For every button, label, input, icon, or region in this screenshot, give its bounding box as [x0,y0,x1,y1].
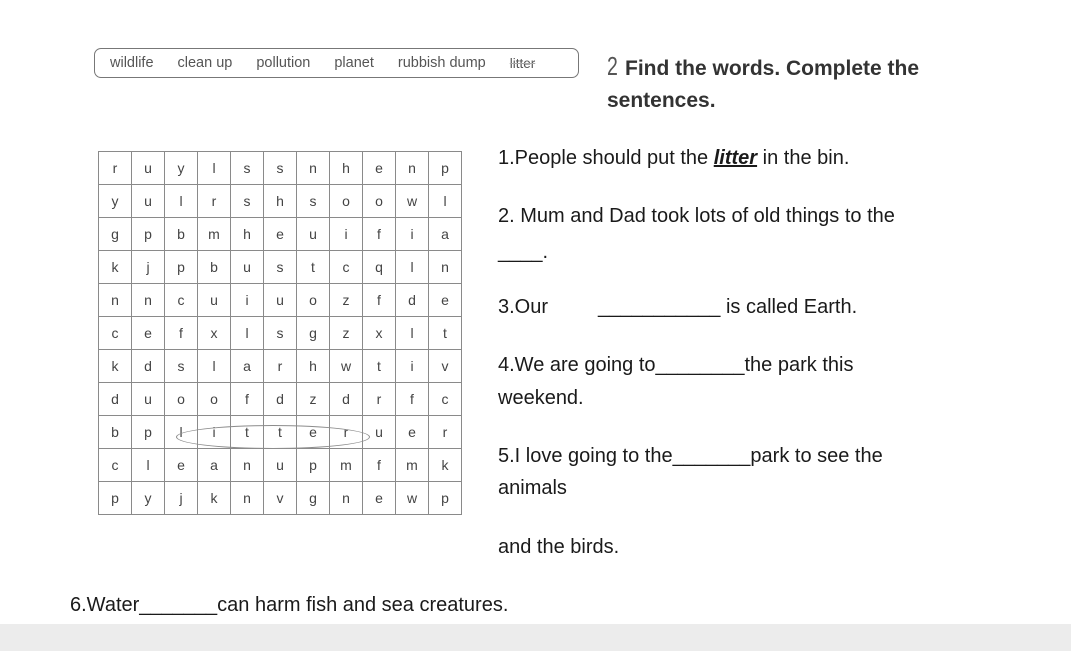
grid-cell: n [396,152,429,185]
grid-cell: u [132,383,165,416]
grid-cell: r [330,416,363,449]
grid-row [99,218,462,251]
grid-cell: u [132,185,165,218]
grid-cell: i [396,218,429,251]
grid-cell: p [429,152,462,185]
grid-cell: z [297,383,330,416]
grid-cell: i [198,416,231,449]
sentence-3 [498,291,857,323]
grid-cell: d [132,350,165,383]
grid-cell: l [198,152,231,185]
grid-cell: o [165,383,198,416]
grid-cell: f [363,449,396,482]
grid-cell: w [396,185,429,218]
grid-cell: f [396,383,429,416]
grid-cell: a [231,350,264,383]
grid-cell: t [363,350,396,383]
grid-cell: c [99,449,132,482]
grid-cell: l [198,350,231,383]
exercise-number: 2 [607,51,618,81]
sentence-3-blank: ___________ [598,296,721,318]
word-bank-item: litter [509,55,536,71]
grid-row [99,185,462,218]
grid-cell: n [99,284,132,317]
grid-cell: n [231,449,264,482]
grid-cell: e [132,317,165,350]
grid-cell: y [99,185,132,218]
found-word-circle [176,425,370,449]
grid-cell: a [429,218,462,251]
sentence-1-end: in the bin. [762,147,850,169]
grid-cell: c [165,284,198,317]
grid-cell: g [297,317,330,350]
grid-cell: s [264,152,297,185]
word-bank-item: pollution [256,55,311,71]
grid-cell: j [132,251,165,284]
grid-row [99,152,462,185]
grid-cell: b [198,251,231,284]
grid-cell: v [429,350,462,383]
grid-cell: x [198,317,231,350]
grid-cell: w [396,482,429,515]
grid-cell: u [198,284,231,317]
grid-cell: f [231,383,264,416]
grid-cell: s [264,251,297,284]
word-bank-item: rubbish dump [397,55,486,71]
grid-cell: m [330,449,363,482]
grid-cell: u [264,284,297,317]
grid-cell: m [198,218,231,251]
grid-cell: y [165,152,198,185]
sentence-1-start: 1.People should put the [498,147,709,169]
grid-cell: n [429,251,462,284]
sentence-3-end: is called Earth. [725,296,858,318]
grid-cell: r [99,152,132,185]
grid-cell: a [198,449,231,482]
sentence-5-line-1: 5.I love going to the_______park to see the [498,445,883,467]
grid-cell: g [297,482,330,515]
grid-cell: p [132,416,165,449]
grid-cell: l [429,185,462,218]
grid-cell: n [132,284,165,317]
grid-cell: k [198,482,231,515]
grid-cell: l [396,251,429,284]
grid-cell: f [363,218,396,251]
grid-cell: k [429,449,462,482]
grid-cell: e [363,482,396,515]
sentence-5-line-3: and the birds. [498,536,620,558]
grid-cell: c [429,383,462,416]
grid-cell: p [132,218,165,251]
word-bank-item: clean up [177,55,233,71]
grid-cell: g [99,218,132,251]
grid-cell: m [396,449,429,482]
sentence-1-answer: litter [713,147,758,169]
grid-cell: z [330,284,363,317]
grid-row [99,350,462,383]
grid-cell: e [429,284,462,317]
grid-cell: r [198,185,231,218]
grid-cell: h [264,185,297,218]
grid-cell: j [165,482,198,515]
grid-row [99,449,462,482]
grid-cell: r [363,383,396,416]
grid-cell: d [264,383,297,416]
grid-cell: q [363,251,396,284]
grid-row [99,251,462,284]
grid-cell: u [264,449,297,482]
grid-cell: s [231,152,264,185]
sentence-4-line-1: 4.We are going to________the park this [498,354,854,376]
grid-cell: k [99,350,132,383]
grid-cell: u [231,251,264,284]
sentence-2-line-2: ____. [498,241,549,263]
grid-cell: n [231,482,264,515]
grid-cell: c [330,251,363,284]
word-search-grid [98,151,462,515]
grid-cell: k [99,251,132,284]
sentence-6: 6.Water_______can harm fish and sea creatures. [70,594,509,616]
grid-cell: r [264,350,297,383]
grid-cell: u [297,218,330,251]
grid-cell: p [429,482,462,515]
grid-cell: h [231,218,264,251]
grid-cell: t [429,317,462,350]
grid-cell: p [99,482,132,515]
word-bank-item: planet [334,55,374,71]
grid-cell: y [132,482,165,515]
grid-cell: d [330,383,363,416]
grid-cell: e [264,218,297,251]
grid-cell: s [165,350,198,383]
grid-cell: d [396,284,429,317]
word-bank-item: wildlife [110,55,154,71]
bottom-band [0,624,1071,651]
grid-cell: d [99,383,132,416]
grid-row [99,317,462,350]
grid-cell: h [297,350,330,383]
grid-cell: e [363,152,396,185]
word-bank [94,48,579,78]
grid-cell: f [363,284,396,317]
grid-cell: e [297,416,330,449]
grid-cell: r [429,416,462,449]
sentence-4-line-2: weekend. [498,387,584,409]
grid-cell: s [231,185,264,218]
grid-cell: o [363,185,396,218]
grid-cell: t [231,416,264,449]
grid-cell: u [132,152,165,185]
sentence-5-line-2: animals [498,477,567,499]
grid-cell: x [363,317,396,350]
exercise-title: Find the words. Complete the sentences. [607,57,920,112]
grid-cell: l [165,416,198,449]
grid-row [99,284,462,317]
grid-cell: w [330,350,363,383]
grid-cell: l [132,449,165,482]
grid-cell: t [264,416,297,449]
grid-cell: b [99,416,132,449]
sentence-2-line-1: 2. Mum and Dad took lots of old things to the [498,205,895,227]
grid-row [99,383,462,416]
grid-cell: s [297,185,330,218]
grid-cell: i [231,284,264,317]
grid-cell: z [330,317,363,350]
grid-row [99,482,462,515]
grid-cell: l [231,317,264,350]
grid-cell: h [330,152,363,185]
grid-cell: t [297,251,330,284]
grid-cell: i [396,350,429,383]
grid-cell: o [297,284,330,317]
grid-cell: l [165,185,198,218]
grid-cell: s [264,317,297,350]
grid-cell: b [165,218,198,251]
grid-cell: n [330,482,363,515]
grid-cell: o [198,383,231,416]
sentence-1 [498,142,849,174]
grid-cell: e [165,449,198,482]
grid-cell: l [396,317,429,350]
grid-cell: o [330,185,363,218]
grid-cell: p [297,449,330,482]
sentence-3-start: 3.Our [498,296,549,318]
grid-cell: i [330,218,363,251]
grid-cell: f [165,317,198,350]
grid-cell: u [363,416,396,449]
grid-cell: e [396,416,429,449]
grid-cell: p [165,251,198,284]
grid-cell: n [297,152,330,185]
grid-cell: c [99,317,132,350]
grid-cell: v [264,482,297,515]
